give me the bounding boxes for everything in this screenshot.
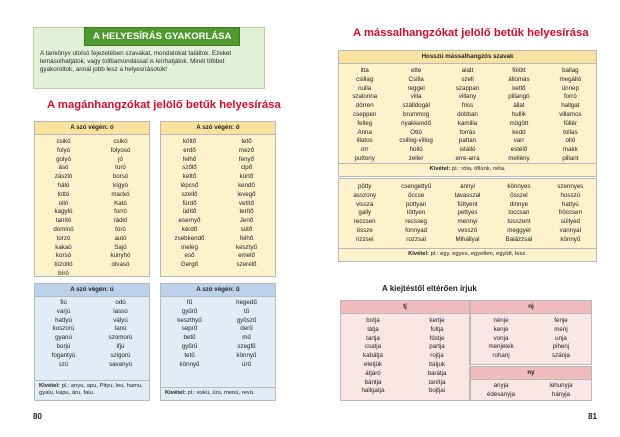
word-item: hallgatja <box>361 387 385 395</box>
word-item: Anna <box>357 128 372 136</box>
word-item: ünnep <box>561 84 579 92</box>
table-tj-header: tj <box>341 301 469 314</box>
word-item: szánja <box>552 352 570 360</box>
word-item: sütő <box>240 225 253 233</box>
word-item: rádió <box>113 217 128 225</box>
word-item: autó <box>114 234 127 242</box>
word-item: mellény <box>508 154 530 162</box>
word-item: túró <box>115 225 126 233</box>
table-ny-col2 <box>531 382 591 400</box>
word-item: itatjuk <box>428 360 446 368</box>
word-item: tollas <box>563 128 578 136</box>
word-item: dominó <box>53 225 74 233</box>
word-item: reggel <box>407 84 425 92</box>
word-item: löttyen <box>406 209 426 217</box>
word-item: friss <box>461 102 474 110</box>
word-item: megálló <box>559 75 582 83</box>
word-item: borjú <box>56 342 71 350</box>
word-item: tússzent <box>507 218 531 226</box>
word-item: fenje <box>554 317 568 324</box>
word-item: alatt <box>461 67 474 74</box>
word-item: Sajó <box>114 243 127 251</box>
word-item: Ottó <box>410 128 422 136</box>
word-item: kígyó <box>113 181 128 189</box>
word-item: tanító <box>55 217 72 225</box>
intro-title: A HELYESÍRÁS GYAKORLÁSA <box>84 27 240 46</box>
word-item: tüzoltó <box>54 261 73 269</box>
table-oe-col1 <box>161 138 218 270</box>
word-item: anyja <box>493 382 509 389</box>
word-item: fű <box>186 299 193 306</box>
word-item: vályú <box>113 316 128 324</box>
word-item: tartja <box>366 334 380 342</box>
word-item: foltja <box>430 325 444 333</box>
word-item: forró <box>563 93 577 101</box>
word-item: hattyú <box>55 316 72 324</box>
word-item: kedd <box>512 128 526 136</box>
word-item: csikó <box>56 138 71 145</box>
kivetel-text: pl.: róla, tőlünk, néla. <box>452 166 506 173</box>
word-item: fonnyad <box>405 226 428 234</box>
table-oe <box>160 121 276 277</box>
word-item: zászló <box>54 173 73 181</box>
word-item: asszony <box>353 191 377 199</box>
word-item: dobban <box>457 110 478 118</box>
word-item: orr <box>360 146 369 154</box>
word-item: recsseg <box>405 218 427 226</box>
word-item: könnyes <box>507 183 531 190</box>
word-item: villa <box>410 93 422 101</box>
word-item: partja <box>429 343 445 351</box>
table-u <box>34 283 150 401</box>
word-item: nénje <box>493 317 509 324</box>
table-o <box>34 121 150 277</box>
word-item: folyosó <box>110 146 131 154</box>
word-item: csatja <box>364 343 382 351</box>
word-item: Balázzsal <box>505 235 533 243</box>
table-long-col2 <box>390 67 441 164</box>
word-item: süllyed <box>560 218 580 226</box>
word-item: szú <box>58 360 69 368</box>
word-item: hallgat <box>561 102 580 110</box>
word-item: csengettyű <box>401 183 432 190</box>
word-item: felhő <box>239 234 254 242</box>
word-item: pettyes <box>457 209 478 217</box>
word-item: tető <box>241 138 252 145</box>
table-nj-header: nj <box>471 301 591 314</box>
word-item: pillangó <box>508 93 530 101</box>
word-item: szomorú <box>108 334 133 342</box>
table-long-header: Hosszú mássalhangzós szavak <box>339 51 596 64</box>
table-ny <box>470 366 592 401</box>
word-item: varjú <box>56 307 71 315</box>
word-item: seprű <box>181 325 198 333</box>
word-item: össze <box>356 226 373 234</box>
word-item: látja <box>367 325 379 333</box>
word-item: vissza <box>356 200 374 208</box>
word-item: rojtja <box>430 352 444 360</box>
word-item: szálldogál <box>402 102 430 110</box>
word-item: lassú <box>113 307 128 315</box>
word-item: folyó <box>56 146 71 154</box>
table-u-header: A szó végén: ú <box>35 284 149 297</box>
word-item: esernyő <box>178 217 201 225</box>
word-item: pottyan <box>405 200 427 208</box>
word-item: füttyent <box>457 200 478 208</box>
table-oe-col2 <box>218 138 275 270</box>
table-ny-header: ny <box>471 367 591 380</box>
word-item: forró <box>114 208 127 216</box>
table-oe-header: A szó végén: ő <box>161 122 275 135</box>
word-item: cipő <box>240 164 253 172</box>
word-item: kabátja <box>363 352 383 360</box>
word-item: menjetek <box>488 343 514 351</box>
word-item: reccsen <box>353 218 376 226</box>
word-item: Jenő <box>239 217 254 225</box>
table-tj-col1 <box>341 317 405 396</box>
word-item: makk <box>562 146 578 154</box>
word-item: gyűrű <box>181 307 198 315</box>
word-item: rohanj <box>492 352 510 360</box>
table-long2-col5 <box>545 183 596 245</box>
table-tj-col2 <box>405 317 469 396</box>
word-item: lottó <box>57 190 70 198</box>
table-long-col1 <box>339 67 390 164</box>
word-item: itta <box>360 67 369 74</box>
table-long <box>338 50 597 177</box>
word-item: ürű <box>242 360 251 368</box>
word-item: kérdő <box>181 225 198 233</box>
word-item: túró <box>115 164 126 172</box>
word-item: villamos <box>559 110 582 118</box>
word-item: üdítő <box>182 208 197 216</box>
word-item: estélő <box>510 146 528 154</box>
word-item: Csilla <box>408 75 424 83</box>
word-item: kenje <box>493 325 509 333</box>
word-item: gyűszű <box>236 316 257 324</box>
word-item: barátja <box>427 369 447 377</box>
word-item: botja <box>366 317 380 324</box>
word-item: mackó <box>111 190 130 198</box>
table-o-col1 <box>35 138 92 279</box>
word-item: borsó <box>112 173 129 181</box>
word-item: savanyú <box>108 360 133 368</box>
word-item: forrás <box>459 128 476 136</box>
word-item: felhő <box>182 155 197 163</box>
word-item: emelő <box>238 252 255 260</box>
table-nj <box>470 300 592 365</box>
word-item: vetítő <box>238 199 255 207</box>
kivetel-text: pl.: eskü, ürü, menü, revü. <box>187 390 255 397</box>
page-number-right: 81 <box>588 412 597 421</box>
word-item: vannyal <box>559 226 581 234</box>
word-item: Gergő <box>180 261 199 269</box>
word-item: pötty <box>357 183 372 190</box>
word-item: hányja <box>551 390 571 398</box>
word-item: fenyő <box>238 155 255 163</box>
table-long-kivetel <box>339 163 596 176</box>
word-item: meleg <box>181 243 198 251</box>
word-item: erre-arra <box>455 154 480 162</box>
word-item: olvasó <box>111 261 130 269</box>
word-item: Mihállyal <box>455 235 480 243</box>
word-item: szennyes <box>557 183 584 190</box>
table-ue <box>160 283 276 401</box>
table-long2-col2 <box>390 183 441 245</box>
table-u-col1 <box>35 299 92 369</box>
word-item: pattan <box>458 137 477 145</box>
word-item: szellő <box>181 190 198 198</box>
table-o-header: A szó végén: ó <box>35 122 149 135</box>
word-item: keszthyű <box>177 316 202 324</box>
word-item: hosszú <box>560 191 581 199</box>
word-item: olló <box>58 199 69 207</box>
word-item: puttony <box>354 154 375 162</box>
word-item: lépcső <box>180 181 199 189</box>
kivetel-text: pl.: anyu, apu, Pityu, leu, hamu, gyalu, kapu, áru, falu. <box>39 382 143 397</box>
word-item: kettő <box>512 84 526 92</box>
word-item: fölött <box>512 67 526 74</box>
right-page <box>310 0 620 437</box>
kivetel-text: pl.: egy, egyes, egyetlen, együtt, lesz. <box>430 251 527 258</box>
word-item: hegedű <box>236 299 257 306</box>
kiejtes-title: A kiejtéstől eltérően írjuk <box>382 284 477 293</box>
word-item: hullik <box>511 110 526 118</box>
word-item: dörren <box>355 102 374 110</box>
word-item: szappan <box>455 84 480 92</box>
word-item: lehunyja <box>549 382 573 389</box>
word-item: csillag <box>356 75 374 83</box>
word-item: fűstje <box>429 334 445 342</box>
word-item: tetű <box>184 351 195 359</box>
word-item: édesanyja <box>486 390 516 398</box>
word-item: könnyű <box>179 360 200 368</box>
word-item: ásó <box>58 164 69 172</box>
word-item: istálló <box>459 146 476 154</box>
word-item: mögött <box>509 119 529 127</box>
table-nj-col2 <box>531 317 591 361</box>
left-section-title: A magánhangzókat jelölő betűk helyesírása <box>47 99 281 111</box>
word-item: meggyel <box>507 226 531 234</box>
word-item: varr <box>513 137 525 145</box>
word-item: könnyű <box>236 351 257 359</box>
table-long2-kivetel <box>339 248 596 261</box>
word-item: állat <box>513 102 525 110</box>
table-long-col3 <box>442 67 493 164</box>
table-long2 <box>338 178 597 262</box>
word-item: tavasszal <box>454 191 481 199</box>
word-item: szigorú <box>110 351 131 359</box>
word-item: kertje <box>429 317 445 324</box>
word-item: Kató <box>114 199 127 207</box>
word-item: szalonna <box>352 93 378 101</box>
word-item: dinnye <box>509 200 529 208</box>
word-item: vonja <box>493 334 509 342</box>
word-item: könnyű <box>560 235 581 243</box>
word-item: kakaó <box>55 243 72 251</box>
word-item: mű <box>242 334 251 342</box>
word-item: gally <box>358 209 372 217</box>
word-item: cseppen <box>353 110 377 118</box>
word-item: bántja <box>364 378 382 386</box>
table-ue-kivetel <box>161 387 275 400</box>
word-item: csikó <box>113 138 128 145</box>
word-item: betű <box>183 334 196 342</box>
word-item: loccsan <box>508 209 530 217</box>
word-item: kunyhó <box>110 252 131 260</box>
word-item: nulla <box>358 84 372 92</box>
word-item: tű <box>243 307 250 315</box>
word-item: holló <box>409 146 423 154</box>
word-item: zeller <box>408 154 424 162</box>
word-item: illatos <box>356 137 373 145</box>
word-item: gyűrű <box>181 342 198 350</box>
kivetel-label: Kivétel: <box>408 251 430 258</box>
table-u-col2 <box>92 299 149 369</box>
word-item: unja <box>555 334 567 342</box>
word-item: torzó <box>56 234 71 242</box>
word-item: zsebkendő <box>174 234 205 242</box>
word-item: annyi <box>460 183 475 190</box>
word-item: levegő <box>237 190 256 198</box>
word-item: öccse <box>408 191 425 199</box>
table-tj <box>340 300 470 401</box>
word-item: kendő <box>238 181 255 189</box>
table-nj-col1 <box>471 317 531 361</box>
kivetel-label: Kivétel: <box>39 382 60 389</box>
word-item: háló <box>57 181 70 189</box>
word-item: csillog-villog <box>399 137 433 145</box>
table-ue-col1 <box>161 299 218 369</box>
word-item: állomás <box>508 75 530 83</box>
word-item: ette <box>410 67 422 74</box>
word-item: füllér <box>563 119 578 127</box>
intro-text: A tankönyv utolsó fejezetében szavakat, mondatokat találtok. Ezeket lemásolhatjátok, vagy tollbamondással is leírhatjátok. Minél többet gyakoroltok, annál jobb lesz a helyesírásotok! <box>40 50 232 74</box>
word-item: kagyló <box>54 208 73 216</box>
word-item: fröccsen <box>558 209 583 217</box>
word-item: erdő <box>183 146 196 154</box>
table-ue-col2 <box>218 299 275 369</box>
word-item: koszorú <box>52 325 75 333</box>
word-item: menj <box>554 325 568 333</box>
word-item: korsó <box>55 252 72 260</box>
table-long-col4 <box>493 67 544 164</box>
word-item: bíró <box>58 269 69 277</box>
word-item: vesszö <box>457 226 478 234</box>
word-item: odú <box>115 299 126 306</box>
word-item: szerelő <box>236 261 257 269</box>
right-section-title: A mássalhangzókat jelölő betűk helyesírása <box>353 27 589 39</box>
table-long2-col3 <box>442 183 493 245</box>
word-item: szegfű <box>237 342 256 350</box>
word-item: kürtő <box>239 173 254 181</box>
table-long2-col1 <box>339 183 390 245</box>
word-item: golyó <box>56 155 71 163</box>
word-item: olló <box>565 137 576 145</box>
table-long-col5 <box>545 67 596 164</box>
word-item: pillant <box>562 154 579 162</box>
table-ny-col1 <box>471 382 531 400</box>
word-item: ballag <box>562 67 579 74</box>
word-item: rozzsal <box>406 235 426 243</box>
word-item: ifjú <box>116 342 125 350</box>
word-item: mennyi <box>457 218 478 226</box>
word-item: mező <box>238 146 255 154</box>
word-item: pihenj <box>552 343 570 351</box>
word-item: tanú <box>114 325 127 333</box>
word-item: terítő <box>239 208 254 216</box>
word-item: villany <box>458 93 477 101</box>
word-item: tanítja <box>428 378 446 386</box>
word-item: kesztyű <box>236 243 257 251</box>
word-item: bojtjai <box>428 387 446 395</box>
word-item: eső <box>184 252 195 260</box>
word-item: felleg <box>357 119 373 127</box>
word-item: kettő <box>182 173 197 181</box>
table-ue-header: A szó végén: ű <box>161 284 275 297</box>
kivetel-label: Kivétel: <box>429 166 451 173</box>
page-number-left: 80 <box>33 412 42 421</box>
word-item: nyakkendő <box>401 119 432 127</box>
word-item: hattyú <box>561 200 579 208</box>
table-o-col2 <box>92 138 149 279</box>
word-item: fiú <box>60 299 67 306</box>
word-item: gyanú <box>55 334 72 342</box>
word-item: fogantyú <box>51 351 76 359</box>
word-item: költő <box>182 138 197 145</box>
word-item: rizzsel <box>355 235 374 243</box>
word-item: fürdő <box>182 199 197 207</box>
word-item: jó <box>118 155 123 163</box>
intro-box <box>33 27 265 89</box>
table-long2-col4 <box>493 183 544 245</box>
word-item: etetjük <box>363 360 383 368</box>
kivetel-label: Kivétel: <box>165 390 186 397</box>
word-item: brummog <box>403 110 430 118</box>
word-item: derű <box>240 325 253 333</box>
table-u-kivetel <box>35 380 149 400</box>
word-item: kamilla <box>457 119 478 127</box>
word-item: összel <box>510 191 528 199</box>
word-item: szell <box>461 75 474 83</box>
word-item: átjáró <box>365 369 381 377</box>
word-item: szőlő <box>182 164 197 172</box>
